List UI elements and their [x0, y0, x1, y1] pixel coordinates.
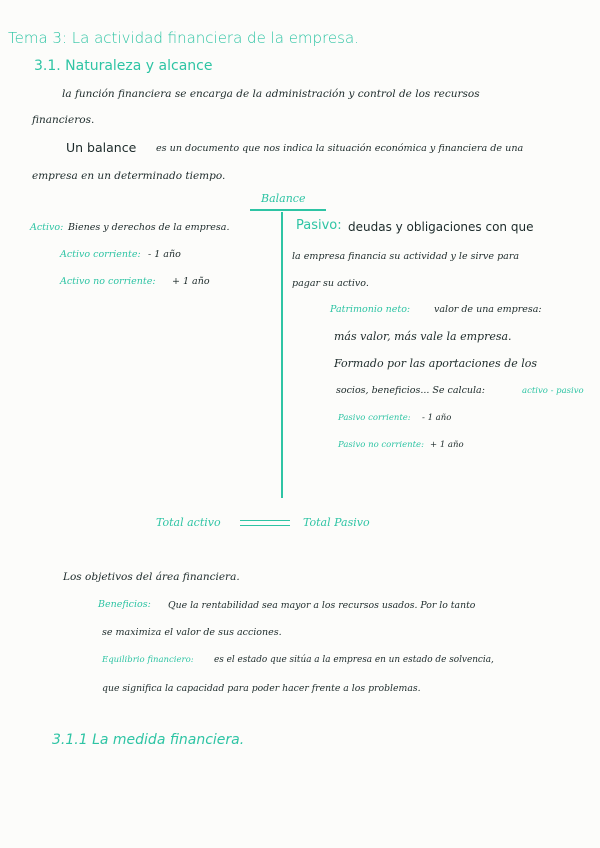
activo-text: Bienes y derechos de la empresa.: [68, 222, 230, 233]
pasivo-line2: la empresa financia su actividad y le sirve para: [292, 251, 520, 262]
section-subtitle: 3.1. Naturaleza y alcance: [34, 58, 213, 74]
beneficios-label: Beneficios:: [98, 599, 151, 610]
equilibrio-line2: que significa la capacidad para poder hacer frente a los problemas.: [102, 683, 421, 694]
objetivos-heading: Los objetivos del área financiera.: [63, 571, 240, 583]
activo-corriente-label: Activo corriente:: [60, 249, 141, 260]
activo-label: Activo:: [30, 222, 64, 233]
balance-top-rule: [250, 209, 326, 211]
pasivo-corriente-value: - 1 año: [422, 413, 452, 423]
section-311-heading: 3.1.1 La medida financiera.: [52, 732, 245, 748]
equals-bar-top: [240, 520, 290, 521]
equilibrio-label: Equilibrio financiero:: [102, 655, 194, 665]
total-activo: Total activo: [156, 516, 221, 529]
balance-label: Balance: [261, 192, 306, 205]
pasivo-label: Pasivo:: [296, 218, 342, 233]
activo-corriente-value: - 1 año: [148, 249, 181, 260]
intro-p1-line2: financieros.: [32, 114, 95, 126]
patrimonio-line3: Formado por las aportaciones de los: [334, 357, 538, 370]
equilibrio-line1: es el estado que sitúa a la empresa en un estado de solvencia,: [214, 655, 494, 665]
total-pasivo: Total Pasivo: [303, 516, 370, 529]
pasivo-corriente-label: Pasivo corriente:: [338, 413, 411, 423]
patrimonio-label: Patrimonio neto:: [330, 304, 411, 315]
intro-balance-term: Un balance: [66, 140, 137, 155]
patrimonio-line4: socios, beneficios... Se calcula:: [336, 385, 485, 396]
beneficios-line2: se maximiza el valor de sus acciones.: [102, 627, 282, 638]
pasivo-line1: deudas y obligaciones con que: [348, 220, 534, 234]
patrimonio-line1: valor de una empresa:: [434, 304, 542, 315]
pasivo-no-corriente-value: + 1 año: [430, 440, 464, 450]
patrimonio-line2: más valor, más vale la empresa.: [334, 330, 512, 343]
patrimonio-formula: activo - pasivo: [522, 386, 584, 396]
page-title: Tema 3: La actividad financiera de la empresa.: [8, 29, 359, 47]
activo-no-corriente-label: Activo no corriente:: [60, 276, 156, 287]
pasivo-no-corriente-label: Pasivo no corriente:: [338, 440, 424, 450]
intro-p2-line1: es un documento que nos indica la situación económica y financiera de una: [156, 143, 524, 154]
activo-no-corriente-value: + 1 año: [172, 276, 210, 287]
intro-p2-line2: empresa en un determinado tiempo.: [32, 170, 226, 182]
pasivo-line3: pagar su activo.: [292, 278, 369, 289]
beneficios-line1: Que la rentabilidad sea mayor a los recursos usados. Por lo tanto: [168, 600, 476, 611]
balance-divider: [281, 212, 283, 498]
intro-p1-line1: la función financiera se encarga de la administración y control de los recursos: [62, 88, 480, 100]
equals-bar-bottom: [240, 525, 290, 526]
